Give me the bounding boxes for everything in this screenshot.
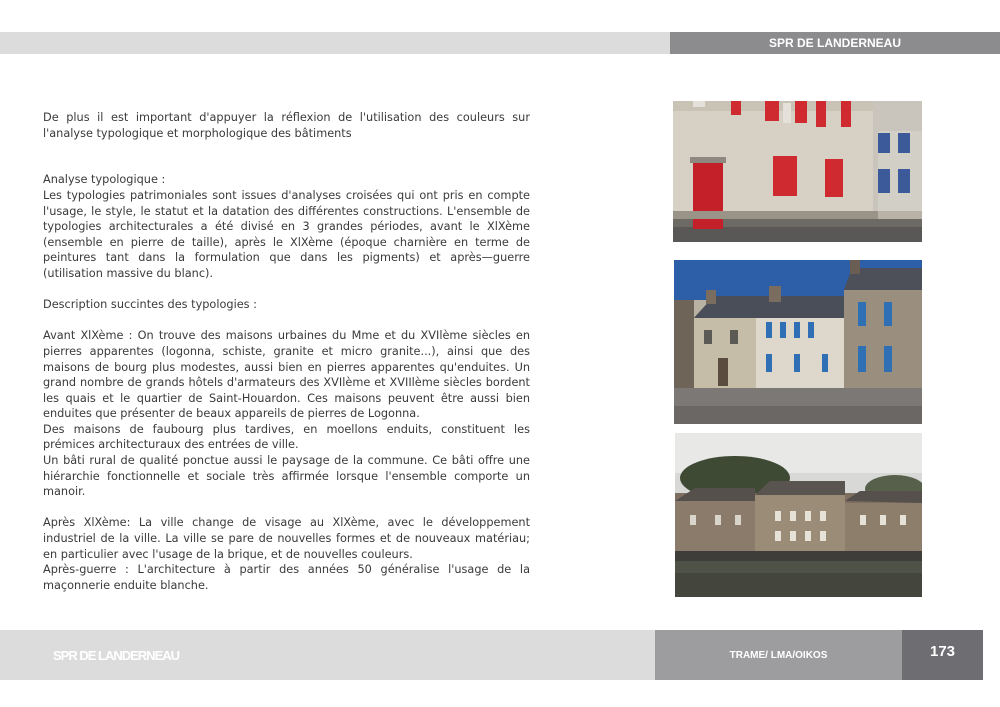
- header-title: SPR DE LANDERNEAU: [670, 32, 1000, 54]
- photo-red-shutters-house: [673, 101, 922, 242]
- photo-quay-houses-river: [675, 433, 922, 597]
- footer-credits: TRAME/ LMA/OIKOS: [655, 630, 902, 680]
- rural-paragraph: Un bâti rural de qualité ponctue aussi le paysage de la commune. Ce bâti offre une hiérarchie fonctionnelle et sociale très affirmée lorsque l'ensemble comporte un manoir.: [43, 454, 530, 499]
- after-19th-paragraph: Après XlXème: La ville change de visage au XlXème, avec le développement industriel de la ville. La ville se pare de nouvelles formes et de nouveaux matériau; en particulier avec l'usage de la brique, et de nouvelles couleurs.: [43, 516, 530, 561]
- page-number: 173: [929, 643, 956, 660]
- post-war-paragraph: Après-guerre : L'architecture à partir des années 50 généralise l'usage de la maçonnerie enduite blanche.: [43, 563, 530, 592]
- page-number-box: [902, 630, 983, 680]
- faubourg-paragraph: Des maisons de faubourg plus tardives, en moellons enduits, constituent les prémices architecturaux des entrées de ville.: [43, 422, 530, 452]
- photo-blue-shutters-houses: [674, 260, 922, 424]
- typology-paragraph: Les typologies patrimoniales sont issues d'analyses croisées qui ont pris en compte l'usage, le style, le statut et la datation des différentes constructions. L'ensemble de typologies architecturales a été divisé en 3 grandes périodes, avant le XlXème (ensemble en pierre de taille), après le XlXème (époque charnière en terme de peintures tant dans la formulation que dans les pigments) et après—guerre (utilisation massive du blanc).: [43, 188, 530, 280]
- header-band: [0, 32, 670, 54]
- body-text: [43, 110, 530, 593]
- before-19th-paragraph: Avant XlXème : On trouve des maisons urbaines du Mme et du XVIlème siècles en pierres apparentes (logonna, schiste, granite et micro granite...), ainsi que des maisons de bourg plus modestes, aussi bien en pierres apparentes qu'enduites. Un grand nombre de grands hôtels d'armateurs des XVIlème et XVIIlème siècles bordent les quais et le quartier de Saint-Houardon. Ces maisons peuvent être aussi bien enduites que présenter de beaux appareils de pierres de Logonna.: [43, 329, 530, 421]
- footer-band-left: [0, 630, 655, 680]
- description-heading: Description succintes des typologies :: [43, 298, 257, 312]
- footer-title: SPR DE LANDERNEAU: [53, 648, 180, 663]
- intro-paragraph: De plus il est important d'appuyer la réflexion de l'utilisation des couleurs sur l'analyse typologique et morphologique des bâtiments: [43, 111, 530, 140]
- typology-heading: Analyse typologique :: [43, 173, 166, 187]
